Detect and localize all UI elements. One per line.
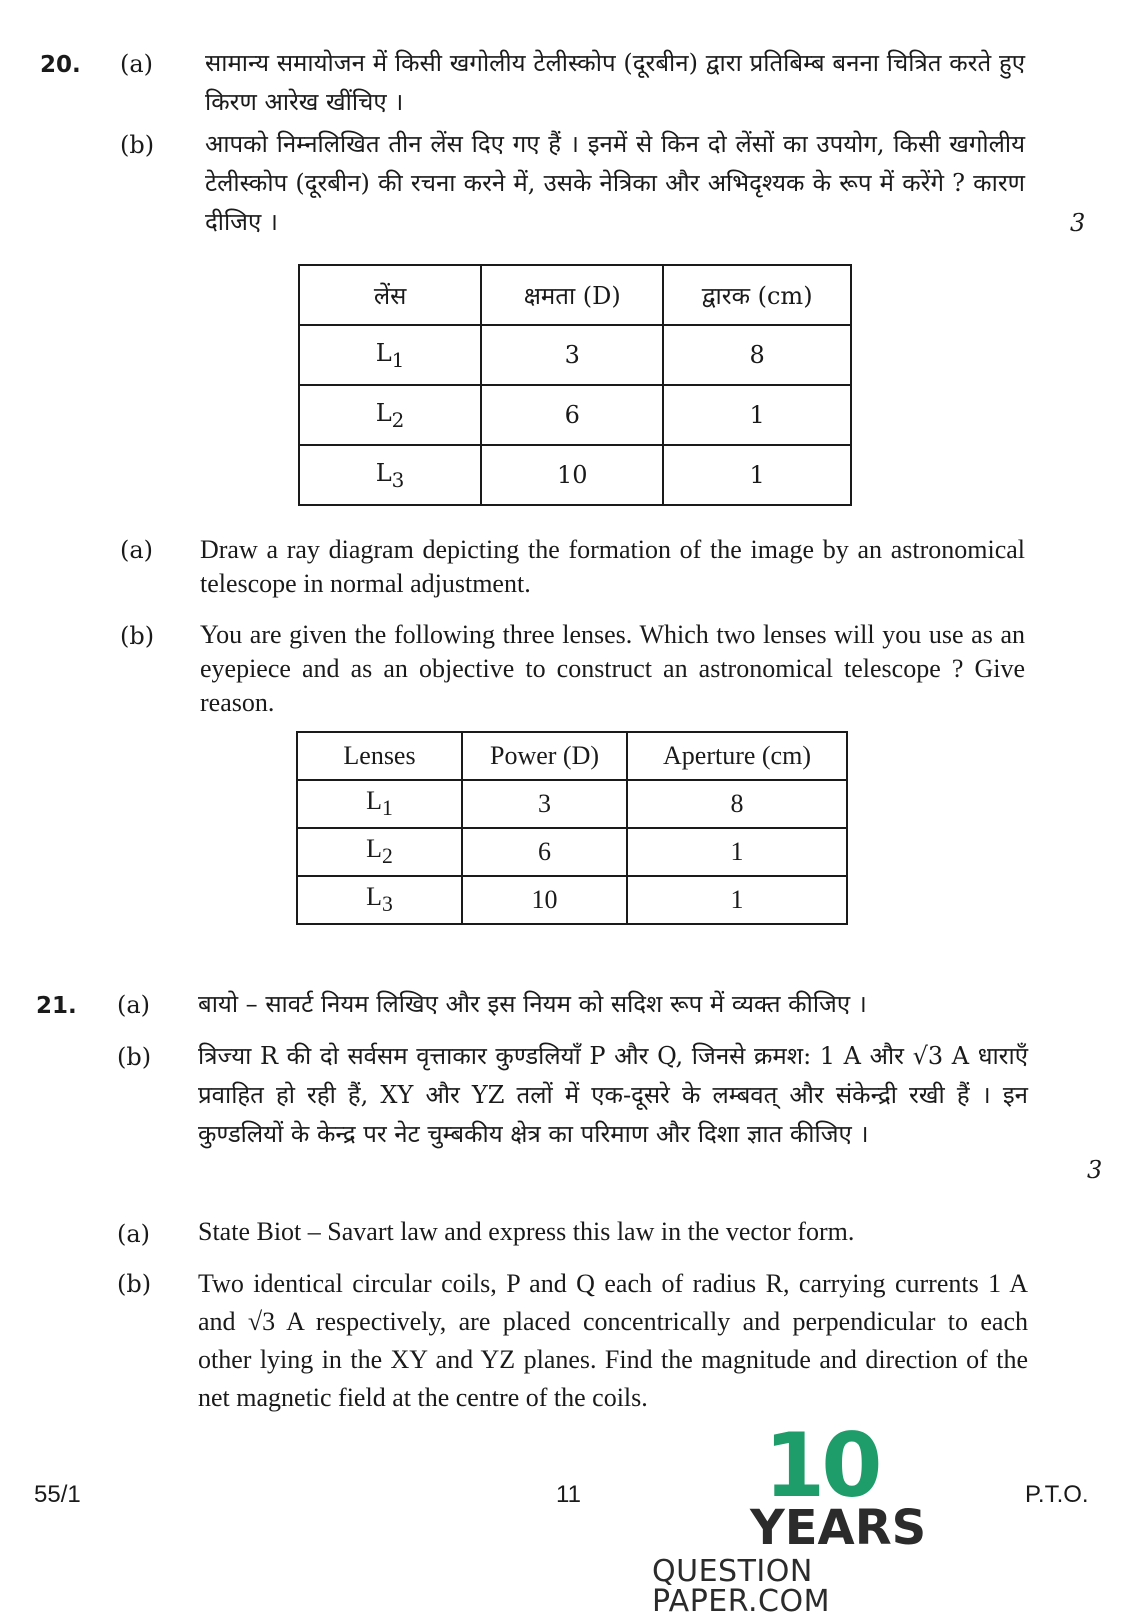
marks: 3: [1087, 1156, 1103, 1184]
lens-table-english: [296, 731, 848, 925]
question-text-hindi: त्रिज्या R की दो सर्वसम वृत्ताकार कुण्डलियाँ P और Q, जिनसे क्रमश: 1 A और √3 A धाराएँ प्रवाहित हो रही हैं, XY और YZ तलों में एक-दूसरे के लम्बवत् और संकेन्द्री रखी हैं । इन कुण्डलियों के केन्द्र पर नेट चुम्बकीय क्षेत्र का परिमाण और दिशा ज्ञात कीजिए ।: [198, 1042, 1028, 1148]
lens-name: L: [375, 458, 392, 487]
part-label: (a): [117, 1220, 151, 1248]
part-label: (a): [117, 991, 151, 1019]
part-label: (b): [120, 622, 155, 650]
part-label: (b): [117, 1270, 152, 1298]
table-cell: 3: [481, 325, 663, 385]
question-text-english: Draw a ray diagram depicting the formation of the image by an astronomical telescope in normal adjustment.: [200, 535, 1025, 598]
table-row: [297, 780, 847, 828]
watermark-number: 10: [764, 1414, 879, 1517]
question-text-english: Two identical circular coils, P and Q each of radius R, carrying currents 1 A and √3 A respectively, are placed concentrically and perpendicular to each other lying in the XY and YZ planes. Find the magnitude and direction of the net magnetic field at the centre of the coils.: [198, 1269, 1028, 1412]
table-cell: 8: [627, 780, 847, 828]
part-label: (b): [120, 131, 155, 159]
lens-name: L: [366, 834, 383, 864]
table-row: [297, 876, 847, 924]
lens-subscript: 2: [382, 844, 393, 869]
paper-code: 55/1: [34, 1481, 81, 1508]
table-cell: [297, 828, 462, 876]
table-header: क्षमता (D): [481, 265, 663, 325]
table-header: Aperture (cm): [627, 732, 847, 780]
table-row: [299, 385, 851, 445]
lens-name: L: [375, 338, 392, 367]
table-cell: [299, 385, 481, 445]
lens-name: L: [375, 398, 392, 427]
lens-table-hindi: [298, 264, 852, 506]
watermark-logo: [640, 1414, 1000, 1619]
question-text-english: State Biot – Savart law and express this law in the vector form.: [198, 1217, 855, 1246]
table-header: Power (D): [462, 732, 627, 780]
table-row: [297, 828, 847, 876]
table-cell: 1: [627, 828, 847, 876]
table-row: [299, 325, 851, 385]
table-header: लेंस: [299, 265, 481, 325]
part-label: (a): [120, 50, 154, 78]
table-cell: 10: [462, 876, 627, 924]
watermark-site: QUESTION PAPER.COM: [652, 1554, 830, 1619]
question-text-hindi: आपको निम्नलिखित तीन लेंस दिए गए हैं । इनमें से किन दो लेंसों का उपयोग, किसी खगोलीय टेलीस्कोप (दूरबीन) की रचना करने में, उसके नेत्रिका और अभिदृश्यक के रूप में करेंगे ? कारण दीजिए ।: [205, 130, 1025, 236]
table-cell: [297, 876, 462, 924]
marks: 3: [1070, 209, 1086, 237]
table-cell: 1: [627, 876, 847, 924]
lens-subscript: 2: [391, 407, 405, 432]
question-text-hindi: सामान्य समायोजन में किसी खगोलीय टेलीस्कोप (दूरबीन) द्वारा प्रतिबिम्ब बनना चित्रित करते हुए किरण आरेख खींचिए ।: [205, 49, 1025, 116]
pto-marker: P.T.O.: [1025, 1481, 1089, 1508]
table-header-row: [297, 732, 847, 780]
table-header: द्वारक (cm): [663, 265, 851, 325]
question-text-english: You are given the following three lenses. Which two lenses will you use as an eyepiece and as an objective to construct an astronomical telescope ? Give reason.: [200, 620, 1025, 717]
part-label: (b): [117, 1043, 152, 1071]
lens-subscript: 3: [391, 467, 405, 492]
table-cell: [297, 780, 462, 828]
table-cell: 1: [663, 385, 851, 445]
question-text-hindi: बायो – सावर्ट नियम लिखिए और इस नियम को सदिश रूप में व्यक्त कीजिए ।: [198, 990, 867, 1018]
table-header-row: [299, 265, 851, 325]
table-row: [299, 445, 851, 505]
table-cell: 8: [663, 325, 851, 385]
lens-subscript: 1: [391, 347, 405, 372]
table-header: Lenses: [297, 732, 462, 780]
table-cell: 10: [481, 445, 663, 505]
table-cell: [299, 325, 481, 385]
table-cell: 3: [462, 780, 627, 828]
watermark-years: YEARS: [750, 1500, 927, 1556]
question-number: 21.: [36, 993, 77, 1019]
table-cell: 6: [481, 385, 663, 445]
table-cell: 1: [663, 445, 851, 505]
page-number: 11: [556, 1481, 581, 1508]
table-cell: 6: [462, 828, 627, 876]
lens-name: L: [366, 882, 383, 912]
part-label: (a): [120, 536, 154, 564]
lens-subscript: 3: [382, 892, 393, 917]
lens-subscript: 1: [382, 796, 393, 821]
lens-name: L: [366, 786, 383, 816]
table-cell: [299, 445, 481, 505]
question-number: 20.: [40, 52, 81, 78]
